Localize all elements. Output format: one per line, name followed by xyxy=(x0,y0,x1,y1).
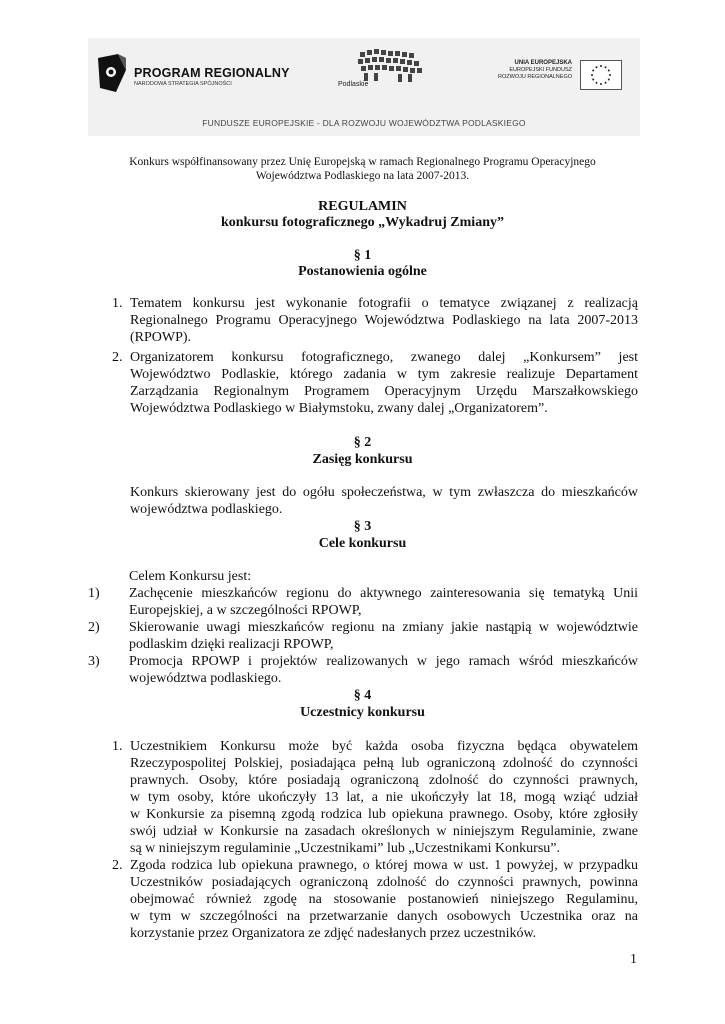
s4-item-1-line-3: prawnych. Osoby, które posiadają ograniczoną zdolność do czynności prawnych, xyxy=(130,773,638,788)
eu-text xyxy=(498,60,572,81)
s3-item-1-number: 1) xyxy=(88,586,100,601)
bison-icon xyxy=(356,46,426,86)
section-1-number: § 1 xyxy=(353,248,372,263)
s1-item-2-line-4: Województwa Podlaskiego w Białymstoku, zwany dalej „Organizatorem”. xyxy=(130,401,548,416)
section-1-heading: Postanowienia ogólne xyxy=(298,264,427,279)
s4-item-2-line-2: Uczestników posiadających ograniczoną zdolność do czynności prawnych, powinna xyxy=(130,875,638,890)
s4-item-1-line-7: są w niniejszym regulaminie „Uczestnikami” lub „Uczestnikami Konkursu”. xyxy=(130,841,560,856)
s3-item-2-line-1: Skierowanie uwagi mieszkańców regionu na zmiany jakie nastąpią w województwie xyxy=(129,620,638,635)
s4-item-1-number: 1. xyxy=(112,739,123,754)
eu-line-1: UNIA EUROPEJSKA xyxy=(514,60,572,66)
s1-item-1-line-3: (RPOWP). xyxy=(130,330,192,345)
s4-item-2-line-1: Zgoda rodzica lub opiekuna prawnego, o której mowa w ust. 1 powyżej, w przypadku xyxy=(130,858,638,873)
s3-item-3-line-1: Promocja RPOWP i projektów realizowanych w jego ramach wśród mieszkańców xyxy=(129,654,638,669)
program-subtitle: NARODOWA STRATEGIA SPÓJNOŚCI xyxy=(134,81,232,87)
s4-item-2-number: 2. xyxy=(112,858,123,873)
s1-item-1-line-1: Tematem konkursu jest wykonanie fotografii o tematyce związanej z realizacją xyxy=(130,296,638,311)
s4-item-1-line-5: w Konkursie za pisemną zgodą rodzica lub opiekuna prawnego. Osoby, które zgłosiły xyxy=(130,807,638,822)
section-4-heading: Uczestnicy konkursu xyxy=(300,705,425,720)
cofinancing-line-2: Województwa Podlaskiego na lata 2007-2013. xyxy=(255,170,470,182)
section-3-heading: Cele konkursu xyxy=(318,536,407,551)
podlaskie-logo xyxy=(336,46,426,92)
s3-item-2-number: 2) xyxy=(88,620,100,635)
program-regionalny-logo xyxy=(96,48,290,98)
s1-item-1-number: 1. xyxy=(112,296,123,311)
s1-item-2-line-2: Województwo Podlaskie, którego zadania w tym zakresie realizuje Departament xyxy=(130,367,638,382)
s2-line-2: województwa podlaskiego. xyxy=(130,502,283,517)
s4-item-1-line-2: Rzeczypospolitej Polskiej, posiadająca pełną lub ograniczoną zdolność do czynności xyxy=(130,756,638,771)
s4-item-2-line-5: korzystanie przez Organizatora ze zdjęć nadesłanych przez uczestników. xyxy=(130,926,537,941)
s1-item-1-line-2: Regionalnego Programu Operacyjnego Województwa Podlaskiego na lata 2007-2013 xyxy=(130,313,638,328)
s3-intro: Celem Konkursu jest: xyxy=(129,569,252,584)
section-2-number: § 2 xyxy=(353,435,372,450)
s3-item-1-line-1: Zachęcenie mieszkańców regionu do aktywnego zainteresowania się tematyką Unii xyxy=(129,586,638,601)
s4-item-1-line-4: w tym osoby, które ukończyły 13 lat, a nie ukończyły lat 18, mogą wziąć udział xyxy=(130,790,638,805)
s3-item-1-line-2: Europejskiej, a w szczególności RPOWP, xyxy=(129,603,362,618)
section-2-heading: Zasięg konkursu xyxy=(312,452,413,467)
section-3-number: § 3 xyxy=(353,519,372,534)
s3-item-2-line-2: podlaskim dzięki realizacji RPOWP, xyxy=(129,637,334,652)
document-subtitle: konkursu fotograficznego „Wykadruj Zmiany” xyxy=(220,215,504,230)
eu-line-2: EUROPEJSKI FUNDUSZ xyxy=(509,67,572,73)
eu-flag-icon xyxy=(580,60,622,90)
funds-slogan: FUNDUSZE EUROPEJSKIE - DLA ROZWOJU WOJEWÓDZTWA PODLASKIEGO xyxy=(202,118,526,128)
s1-item-2-line-3: Zarządzania Regionalnym Programem Operacyjnym Urzędu Marszałkowskiego xyxy=(130,384,638,399)
s3-item-3-number: 3) xyxy=(88,654,100,669)
s4-item-2-line-3: obejmować również zgodę na stosowanie postanowień niniejszego Regulaminu, xyxy=(130,892,638,907)
document-title: REGULAMIN xyxy=(318,199,407,214)
s4-item-1-line-1: Uczestnikiem Konkursu może być każda osoba fizyczna będąca obywatelem xyxy=(130,739,638,754)
cofinancing-line-1: Konkurs współfinansowany przez Unię Europejską w ramach Regionalnego Programu Operacyjnego xyxy=(129,156,596,168)
program-logo-icon xyxy=(96,52,128,94)
s4-item-1-line-6: swój udział w Konkursie na zasadach określonych w niniejszym Regulaminie, zwane xyxy=(130,824,638,839)
region-name: Podlaskie xyxy=(338,81,369,88)
eu-logo xyxy=(496,60,636,92)
section-4-number: § 4 xyxy=(353,688,372,703)
eu-line-3: ROZWOJU REGIONALNEGO xyxy=(498,74,572,80)
s2-line-1: Konkurs skierowany jest do ogółu społeczeństwa, w tym zwłaszcza do mieszkańców xyxy=(130,485,638,500)
program-title: PROGRAM REGIONALNY xyxy=(134,66,290,80)
s1-item-2-line-1: Organizatorem konkursu fotograficznego, zwanego dalej „Konkursem” jest xyxy=(130,350,638,365)
page-number: 1 xyxy=(630,952,637,967)
s4-item-2-line-4: w tym w szczególności na przetwarzanie danych osobowych Uczestnika oraz na xyxy=(130,909,638,924)
s3-item-3-line-2: województwa podlaskiego. xyxy=(129,671,282,686)
s1-item-2-number: 2. xyxy=(112,350,123,365)
